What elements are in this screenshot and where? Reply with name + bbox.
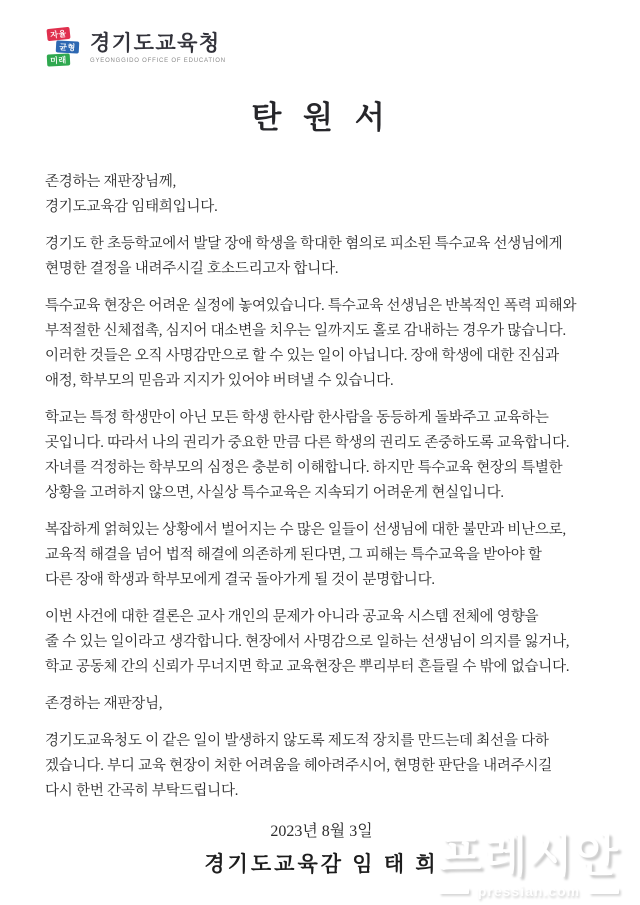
text-line: 경기도교육감 임태희입니다. (45, 199, 218, 215)
logo-text (90, 32, 226, 63)
text-line: 다시 한번 간곡히 부탁드립니다. (45, 783, 239, 799)
paragraph-closing-salutation (45, 692, 598, 717)
text-line: 다른 장애 학생과 학부모에게 결국 돌아가게 될 것이 분명합니다. (45, 572, 435, 588)
gyeonggi-education-office-logo (45, 26, 598, 70)
text-line: 이번 사건에 대한 결론은 교사 개인의 문제가 아니라 공교육 시스템 전체에 영향을 (45, 609, 539, 625)
text-line: 경기도 한 초등학교에서 발달 장애 학생을 학대한 혐의로 피소된 특수교육 선생님에게 (45, 236, 563, 252)
logo-slogan-blocks (45, 27, 81, 69)
paragraph-special-education-reality (45, 294, 598, 394)
paragraph-system-impact (45, 605, 598, 680)
text-line: 교육적 해결을 넘어 법적 해결에 의존하게 된다면, 그 피해는 특수교육을 받아야 할 (45, 547, 542, 563)
logo-block-balance: 균형 (56, 40, 80, 53)
watermark-logo-text: 프레시안 (438, 830, 620, 881)
watermark-dash-right-icon (589, 888, 619, 894)
signature: 경기도교육감 임 태 희 (204, 852, 439, 876)
paragraph-legal-consequences (45, 518, 598, 593)
logo-block-future: 미래 (47, 53, 71, 66)
text-line: 겠습니다. 부디 교육 현장이 처한 어려움을 헤아려주시어, 현명한 판단을 내려주시길 (45, 758, 553, 774)
text-line: 이러한 것들은 오직 사명감만으로 할 수 있는 일이 아닙니다. 장애 학생에 대한 진심과 (45, 348, 559, 364)
text-line: 상황을 고려하지 않으면, 사실상 특수교육은 지속되기 어려운게 현실입니다. (45, 485, 504, 501)
org-name: 경기도교육청 (90, 32, 221, 56)
watermark-domain: pressian.com (477, 883, 581, 899)
text-line: 복잡하게 얽혀있는 상황에서 벌어지는 수 많은 일들이 선생님에 대한 불만과 비난으로, (45, 522, 566, 538)
watermark-dash-left-icon (439, 888, 469, 894)
text-line: 부적절한 신체접촉, 심지어 대소변을 치우는 일까지도 홀로 감내하는 경우가 많습니다. (45, 323, 566, 339)
text-line: 자녀를 걱정하는 학부모의 심정은 충분히 이해합니다. 하지만 특수교육 현장의 특별한 (45, 460, 563, 476)
logo-block-autonomy: 자율 (46, 27, 70, 41)
paragraph-closing-request (45, 729, 598, 804)
paragraph-school-role (45, 406, 598, 506)
document-date: 2023년 8월 3일 (270, 823, 373, 840)
text-line: 학교 공동체 간의 신뢰가 무너지면 학교 교육현장은 뿌리부터 흔들릴 수 밖에 없습니다. (45, 659, 570, 675)
text-line: 존경하는 재판장님께, (45, 174, 177, 190)
text-line: 경기도교육청도 이 같은 일이 발생하지 않도록 제도적 장치를 만드는데 최선을 다하 (45, 733, 549, 749)
text-line: 줄 수 있는 일이라고 생각합니다. 현장에서 사명감으로 일하는 선생님이 의지를 잃거나, (45, 634, 570, 650)
text-line: 존경하는 재판장님, (45, 696, 163, 712)
text-line: 특수교육 현장은 어려운 실정에 놓여있습니다. 특수교육 선생님은 반복적인 폭력 피해와 (45, 298, 577, 314)
paragraph-salutation (45, 170, 598, 220)
text-line: 곳입니다. 따라서 나의 권리가 중요한 만큼 다른 학생의 권리도 존중하도록 교육합니다. (45, 435, 570, 451)
page-title: 탄 원 서 (251, 100, 392, 135)
paragraph-appeal (45, 232, 598, 282)
text-line: 현명한 결정을 내려주시길 호소드리고자 합니다. (45, 261, 339, 277)
text-line: 애정, 학부모의 믿음과 지지가 있어야 버텨낼 수 있습니다. (45, 373, 394, 389)
watermark-domain-row (420, 883, 638, 899)
text-line: 학교는 특정 학생만이 아닌 모든 학생 한사람 한사람을 동등하게 돌봐주고 교육하는 (45, 410, 549, 426)
org-name-english: GYEONGGIDO OFFICE OF EDUCATION (90, 57, 226, 64)
